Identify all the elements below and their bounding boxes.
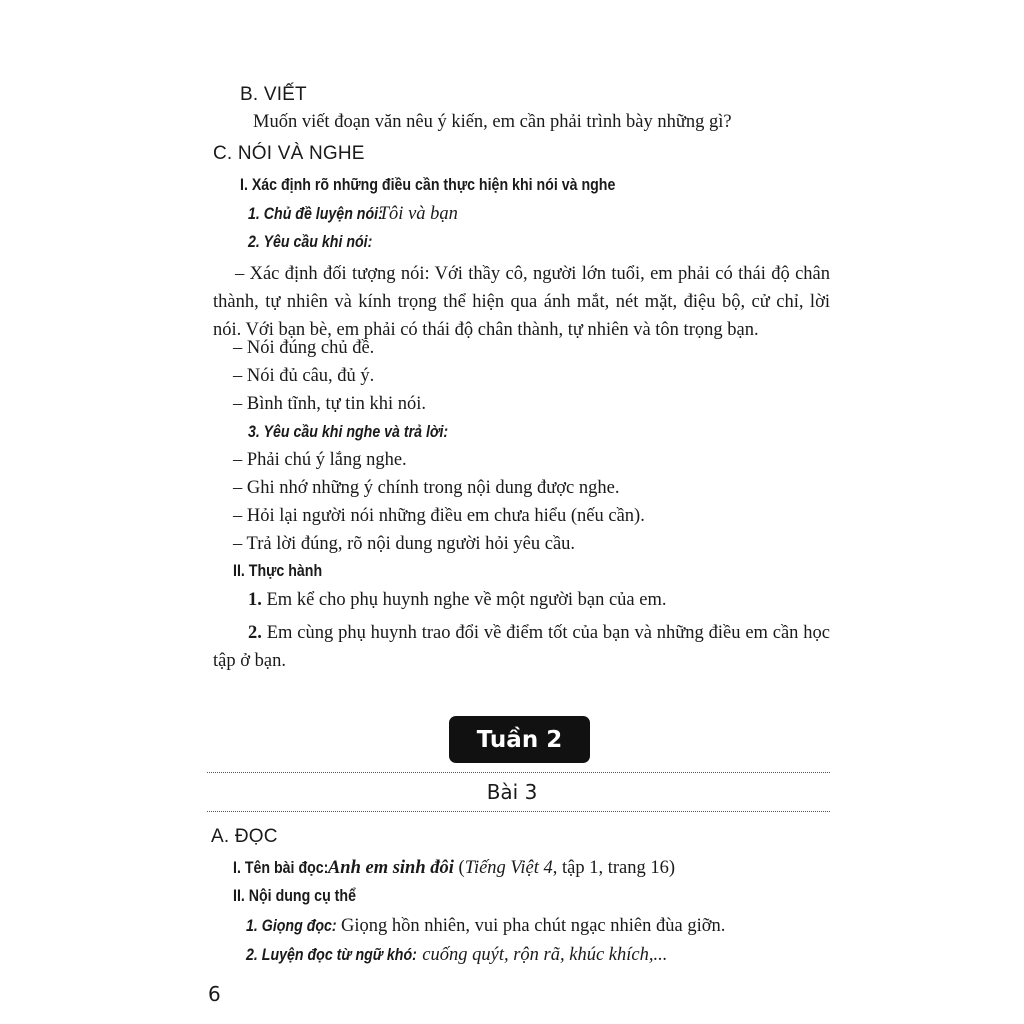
ref-details: , tập 1, trang 16): [552, 858, 676, 878]
topic-line: [248, 204, 458, 225]
practice-task: [213, 619, 830, 675]
divider-bottom: [207, 811, 830, 812]
task-number: 2.: [248, 623, 262, 643]
content-heading: II. Nội dung cụ thể: [233, 887, 356, 905]
reading-title-ref: [328, 858, 675, 878]
listening-bullet: – Hỏi lại người nói những điều em chưa hiểu (nếu cần).: [233, 506, 645, 526]
week-badge: Tuần 2: [449, 716, 590, 763]
reading-title-line: [233, 858, 675, 879]
section-a-heading: A. ĐỌC: [211, 826, 278, 847]
task-text: Em kể cho phụ huynh nghe về một người bạn của em.: [261, 590, 667, 610]
listening-bullet: – Trả lời đúng, rõ nội dung người hỏi yêu cầu.: [233, 534, 576, 554]
speaking-requirements-label: 2. Yêu cầu khi nói:: [248, 233, 373, 251]
listening-bullet: – Ghi nhớ những ý chính trong nội dung được nghe.: [233, 478, 620, 498]
speaking-bullet: – Nói đúng chủ đề.: [233, 338, 375, 358]
divider-top: [207, 772, 830, 773]
difficult-words-label: 2. Luyện đọc từ ngữ khó:: [246, 946, 417, 964]
difficult-words-line: [246, 945, 667, 966]
section-b-question: Muốn viết đoạn văn nêu ý kiến, em cần phải trình bày những gì?: [253, 112, 732, 132]
topic-value: Tôi và bạn: [378, 204, 458, 224]
listening-bullet: – Phải chú ý lắng nghe.: [233, 450, 407, 470]
section-c-heading: C. NÓI VÀ NGHE: [213, 143, 365, 164]
reading-title-label: I. Tên bài đọc:: [233, 859, 329, 877]
book-name: Tiếng Việt 4: [464, 858, 553, 878]
task-number: 1.: [248, 590, 262, 610]
lesson-title: Bài 3: [486, 780, 538, 804]
page-number: 6: [208, 982, 221, 1006]
listening-requirements-label: 3. Yêu cầu khi nghe và trả lời:: [248, 423, 449, 441]
ref-open: (: [453, 858, 465, 878]
difficult-words-value: cuống quýt, rộn rã, khúc khích,...: [417, 945, 668, 965]
speaking-bullet: – Nói đủ câu, đủ ý.: [233, 366, 375, 386]
section-b-heading: B. VIẾT: [240, 84, 307, 105]
practice-task: [248, 590, 667, 611]
speaking-bullet: – Bình tĩnh, tự tin khi nói.: [233, 394, 426, 414]
voice-line: [246, 916, 725, 937]
part2-heading: II. Thực hành: [233, 562, 323, 580]
topic-label: 1. Chủ đề luyện nói:: [248, 205, 383, 223]
part1-heading: I. Xác định rõ những điều cần thực hiện khi nói và nghe: [240, 176, 616, 194]
voice-value: Giọng hồn nhiên, vui pha chút ngạc nhiên đùa giỡn.: [336, 916, 726, 936]
audience-paragraph: – Xác định đối tượng nói: Với thầy cô, người lớn tuổi, em phải có thái độ chân thành, tự nhiên và kính trọng thể hiện qua ánh mắt, nét mặt, điệu bộ, cử chỉ, lời nói. Với bạn bè, em phải có thái độ chân thành, tự nhiên và tôn trọng bạn.: [213, 264, 830, 340]
reading-title: Anh em sinh đôi: [327, 858, 454, 878]
task-text: Em cùng phụ huynh trao đổi về điểm tốt của bạn và những điều em cần học tập ở bạn.: [213, 623, 830, 671]
voice-label: 1. Giọng đọc:: [246, 917, 337, 935]
